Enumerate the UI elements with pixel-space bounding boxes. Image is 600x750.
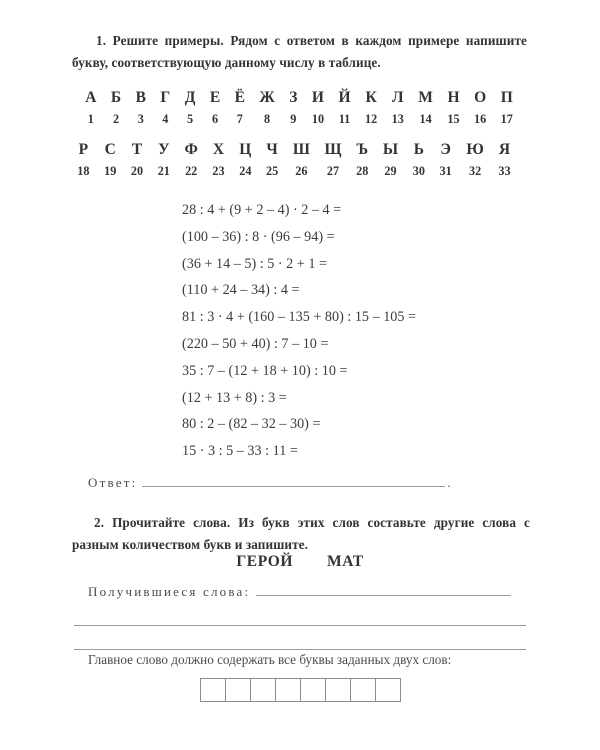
alphabet-letter: Ж <box>259 89 275 106</box>
alphabet-letter: З <box>289 89 298 106</box>
expression-item: (12 + 13 + 8) : 3 = <box>182 389 287 406</box>
alphabet-letter: В <box>135 89 146 106</box>
letter-box-grid <box>200 678 400 702</box>
alphabet-column <box>411 88 440 129</box>
alphabet-letter: Х <box>212 141 225 158</box>
alphabet-table-row-2 <box>70 140 518 181</box>
letter-box[interactable] <box>300 678 326 702</box>
alphabet-number: 8 <box>264 112 271 126</box>
alphabet-number: 23 <box>212 164 225 178</box>
alphabet-number: 5 <box>187 112 194 126</box>
alphabet-letter: Я <box>498 141 511 158</box>
alphabet-letter: Л <box>391 89 404 106</box>
alphabet-column <box>150 140 177 181</box>
alphabet-column <box>177 140 205 181</box>
alphabet-letter: И <box>311 89 324 106</box>
alphabet-number: 18 <box>77 164 90 178</box>
alphabet-number: 32 <box>468 164 482 178</box>
source-word: ГЕРОЙ <box>236 553 294 570</box>
letter-box[interactable] <box>250 678 276 702</box>
alphabet-letter: А <box>85 89 97 106</box>
alphabet-column <box>432 140 459 181</box>
expression-item: (220 – 50 + 40) : 7 – 10 = <box>182 335 329 352</box>
alphabet-number: 26 <box>295 164 308 178</box>
alphabet-number: 16 <box>474 112 487 126</box>
alphabet-column <box>384 88 411 129</box>
alphabet-column <box>493 88 520 129</box>
task-1-heading: 1. Решите примеры. Рядом с ответом в каждом примере напишите букву, соответствующую данному числу в таблице. <box>72 33 527 70</box>
alphabet-letter: Г <box>160 89 171 106</box>
alphabet-column <box>128 88 153 129</box>
alphabet-number: 31 <box>439 164 452 178</box>
alphabet-letter: Й <box>338 89 351 106</box>
alphabet-letter: Ю <box>466 141 484 158</box>
blank-writing-line-2[interactable] <box>74 637 526 650</box>
alphabet-letter: Е <box>209 89 221 106</box>
alphabet-letter: Д <box>184 89 196 106</box>
letter-box[interactable] <box>375 678 401 702</box>
alphabet-number: 28 <box>356 164 369 178</box>
alphabet-number: 4 <box>162 112 169 126</box>
alphabet-column <box>203 88 228 129</box>
alphabet-column <box>317 140 349 181</box>
alphabet-column <box>440 88 467 129</box>
alphabet-letter: Ы <box>382 141 399 158</box>
alphabet-table-row-1 <box>78 88 520 129</box>
alphabet-letter: Р <box>78 141 89 158</box>
alphabet-column <box>491 140 518 181</box>
alphabet-number: 9 <box>290 112 297 126</box>
alphabet-column <box>227 88 252 129</box>
alphabet-number: 1 <box>87 112 94 126</box>
answer-period: . <box>447 475 451 490</box>
alphabet-number: 11 <box>338 112 351 126</box>
alphabet-column <box>177 88 202 129</box>
alphabet-letter: Щ <box>324 141 342 158</box>
answer-row <box>88 474 528 491</box>
resulting-words-row <box>88 583 533 600</box>
alphabet-letter: К <box>365 89 377 106</box>
alphabet-column <box>286 140 318 181</box>
alphabet-letter: М <box>418 89 433 106</box>
expression-item: (100 – 36) : 8 · (96 – 94) = <box>182 228 335 245</box>
alphabet-column <box>78 88 104 129</box>
letter-box[interactable] <box>275 678 301 702</box>
alphabet-column <box>252 88 282 129</box>
alphabet-letter: О <box>474 89 487 106</box>
source-words <box>0 553 600 571</box>
alphabet-letter: Ё <box>234 89 245 106</box>
source-word: МАТ <box>327 553 364 570</box>
alphabet-column <box>331 88 358 129</box>
alphabet-column <box>104 88 129 129</box>
alphabet-column <box>97 140 124 181</box>
resulting-words-label: Получившиеся слова: <box>88 584 251 599</box>
alphabet-column <box>205 140 232 181</box>
alphabet-letter: Ч <box>266 141 278 158</box>
alphabet-letter: Ь <box>413 141 424 158</box>
alphabet-column <box>259 140 286 181</box>
alphabet-number: 12 <box>365 112 378 126</box>
alphabet-letter: Ъ <box>356 141 369 158</box>
alphabet-letter: С <box>104 141 116 158</box>
alphabet-number: 21 <box>157 164 170 178</box>
expression-item: (110 + 24 – 34) : 4 = <box>182 282 300 299</box>
alphabet-letter: Н <box>447 89 460 106</box>
alphabet-number: 10 <box>311 112 325 126</box>
alphabet-letter: Ф <box>184 141 198 158</box>
alphabet-column <box>70 140 97 181</box>
alphabet-number: 15 <box>447 112 460 126</box>
alphabet-number: 25 <box>266 164 279 178</box>
letter-box[interactable] <box>350 678 376 702</box>
main-word-note: Главное слово должно содержать все буквы заданных двух слов: <box>88 652 452 667</box>
letter-box[interactable] <box>225 678 251 702</box>
alphabet-column <box>232 140 259 181</box>
expression-item: (36 + 14 – 5) : 5 · 2 + 1 = <box>182 255 327 272</box>
alphabet-number: 7 <box>236 112 243 126</box>
alphabet-column <box>305 88 332 129</box>
alphabet-number: 2 <box>112 112 120 126</box>
blank-writing-line-1[interactable] <box>74 613 526 626</box>
expression-item: 81 : 3 · 4 + (160 – 135 + 80) : 15 – 105 = <box>182 309 417 326</box>
alphabet-number: 14 <box>419 112 432 126</box>
alphabet-letter: Ц <box>239 141 252 158</box>
alphabet-number: 17 <box>500 112 513 126</box>
expression-item: 15 · 3 : 5 – 33 : 11 = <box>182 443 298 460</box>
alphabet-letter: Б <box>110 89 122 106</box>
alphabet-column <box>405 140 432 181</box>
alphabet-column <box>358 88 385 129</box>
alphabet-column <box>467 88 494 129</box>
expression-item: 28 : 4 + (9 + 2 – 4) · 2 – 4 = <box>182 202 342 218</box>
alphabet-number: 33 <box>498 164 511 178</box>
alphabet-number: 20 <box>130 164 144 178</box>
answer-input-line[interactable] <box>142 474 445 487</box>
alphabet-number: 6 <box>211 112 219 126</box>
alphabet-column <box>282 88 305 129</box>
alphabet-number: 24 <box>239 164 252 178</box>
answer-label: Ответ: <box>88 475 138 490</box>
alphabet-number: 27 <box>326 164 340 178</box>
alphabet-column <box>124 140 151 181</box>
task-2-heading: 2. Прочитайте слова. Из букв этих слов составьте другие слова с разным количеством букв и запишите. <box>72 515 530 552</box>
alphabet-column <box>349 140 376 181</box>
alphabet-letter: П <box>500 89 513 106</box>
alphabet-number: 3 <box>137 112 144 126</box>
alphabet-column <box>153 88 177 129</box>
alphabet-column <box>376 140 406 181</box>
alphabet-number: 30 <box>412 164 425 178</box>
alphabet-letter: Ш <box>292 141 310 158</box>
alphabet-number: 13 <box>391 112 404 126</box>
expression-list <box>182 197 416 465</box>
letter-box[interactable] <box>200 678 226 702</box>
alphabet-letter: Т <box>131 141 143 158</box>
alphabet-number: 22 <box>185 164 198 178</box>
resulting-words-input-line[interactable] <box>256 583 511 596</box>
alphabet-letter: У <box>158 141 170 158</box>
alphabet-letter: Э <box>440 141 451 158</box>
expression-item: 35 : 7 – (12 + 18 + 10) : 10 = <box>182 362 348 379</box>
letter-box[interactable] <box>325 678 351 702</box>
alphabet-column <box>459 140 491 181</box>
alphabet-number: 19 <box>104 164 117 178</box>
alphabet-number: 29 <box>384 164 397 178</box>
expression-item: 80 : 2 – (82 – 32 – 30) = <box>182 416 321 433</box>
